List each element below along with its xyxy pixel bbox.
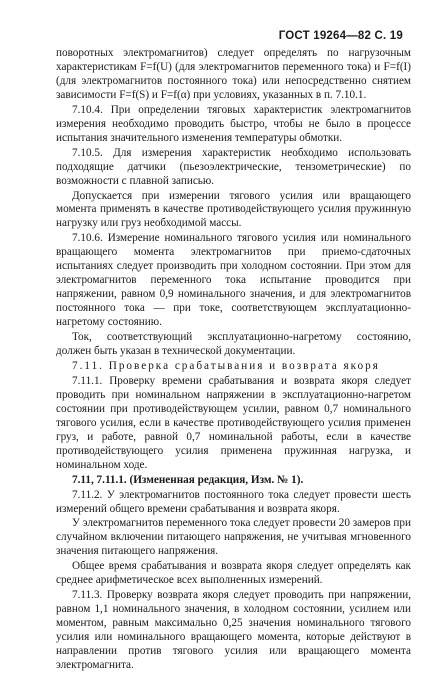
paragraph-7-11-2: 7.11.2. У электромагнитов постоянного тока следует провести шесть измерений общего времени срабатывания и возврата якоря. bbox=[56, 488, 411, 515]
paragraph-7-10-6: 7.10.6. Измерение номинального тягового усилия или номинального вращающего момента электромагнитов при приемо-сдаточных испытаниях следует производить при холодном состоянии. При этом для электромагнитов переменного тока испытание проводится при напряжении, равном 0,9 номинального значения, и для электромагнитов постоянного тока — при токе, соответствующем эксплуатационно-нагретому состоянию. bbox=[56, 232, 411, 329]
paragraph-allowance: Допускается при измерении тягового усилия или вращающего момента применять в качестве противодействующего усилия пружинную нагрузку или груз необходимой массы. bbox=[56, 189, 411, 230]
paragraph-continuation: поворотных электромагнитов) следует определять по нагрузочным характеристикам F=f(U) (для электромагнитов переменного тока) и F=f(I) (для электромагнитов постоянного тока) или непосредственно снятием зависимости F=f(S) и F=f(α) при условиях, указанных в п. 7.10.1. bbox=[56, 47, 411, 101]
paragraph-average: Общее время срабатывания и возврата якоря следует определять как среднее арифметическое всех выполненных измерений. bbox=[56, 560, 411, 587]
amendment-note: 7.11, 7.11.1. (Измененная редакция, Изм. № 1). bbox=[72, 473, 304, 486]
page-header: ГОСТ 19264—82 С. 19 bbox=[278, 30, 403, 42]
paragraph-7-10-4: 7.10.4. При определении тяговых характеристик электромагнитов измерения необходимо проводить быстро, чтобы не было в процессе испытания значительного изменения температуры обмотки. bbox=[56, 103, 411, 144]
paragraph-7-11-1: 7.11.1. Проверку времени срабатывания и возврата якоря следует проводить при номинальном напряжении в эксплуатационно-нагретом состоянии при противодействующем усилии, равном 0,7 номинального тягового усилия, если в качестве противодействующего усилия применен груз, и работе, равной 0,7 номинальной работы, если в качестве противодействующего усилия применена пружинная нагрузка, и номинальном ходе. bbox=[56, 374, 411, 471]
paragraph-7-11-3: 7.11.3. Проверку возврата якоря следует проводить при напряжении, равном 1,1 номинального значения, в холодном состоянии, усилием или моментом, равным максимально 0,25 значения номинального тягового усилия или номинального вращающего момента, которые действуют в направлении против тягового усилия или вращающего момента электромагнита. bbox=[56, 589, 411, 671]
document-body bbox=[56, 47, 411, 674]
paragraph-7-10-5: 7.10.5. Для измерения характеристик необходимо использовать подходящие датчики (пьезоэлектрические, тензометрические) по возможности с плавной записью. bbox=[56, 146, 411, 187]
paragraph-ac-measurements: У электромагнитов переменного тока следует провести 20 замеров при случайном включении питающего напряжения, не учитывая мгновенного значения питающего напряжения. bbox=[56, 517, 411, 558]
paragraph-current: Ток, соответствующий эксплуатационно-нагретому состоянию, должен быть указан в технической документации. bbox=[56, 331, 411, 358]
section-heading-7-11: 7.11. Проверка срабатывания и возврата якоря bbox=[72, 359, 380, 372]
